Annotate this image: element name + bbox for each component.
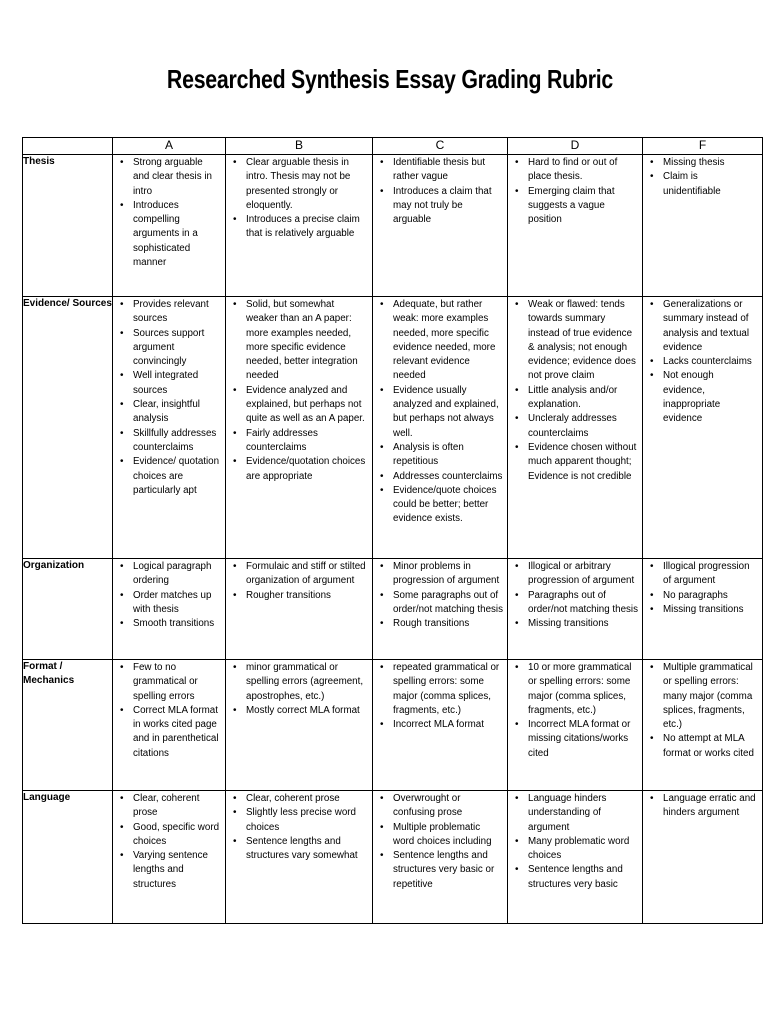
grade-header-c: C xyxy=(373,138,508,155)
criteria-item: • minor grammatical or spelling errors (agreement, apostrophes, etc.) xyxy=(246,661,368,704)
criteria-item: • Rough transitions xyxy=(393,617,503,631)
criteria-list xyxy=(508,155,642,227)
criteria-item: • Skillfully addresses counterclaims xyxy=(133,427,221,456)
rubric-row-language xyxy=(23,791,763,924)
criteria-item: • Missing thesis xyxy=(663,156,758,170)
criteria-list xyxy=(643,791,762,821)
criteria-item: • Well integrated sources xyxy=(133,369,221,398)
row-label-format: Format / Mechanics xyxy=(23,660,113,791)
criteria-item: • Sources support argument convincingly xyxy=(133,327,221,370)
criteria-item: • Missing transitions xyxy=(528,617,638,631)
cell-language-c xyxy=(373,791,508,924)
criteria-list xyxy=(643,155,762,199)
criteria-item: • Clear, coherent prose xyxy=(133,792,221,821)
criteria-item: • Addresses counterclaims xyxy=(393,470,503,484)
criteria-item: • Multiple grammatical or spelling errors: many major (comma splices, fragments, etc.) xyxy=(663,661,758,732)
header-row xyxy=(23,138,763,155)
page-title: Researched Synthesis Essay Grading Rubric xyxy=(166,64,614,94)
criteria-item: • repeated grammatical or spelling errors: some major (comma splices, fragments, etc.) xyxy=(393,661,503,718)
cell-thesis-b xyxy=(226,155,373,297)
cell-thesis-a xyxy=(113,155,226,297)
criteria-item: • No attempt at MLA format or works cited xyxy=(663,732,758,761)
cell-evidence-c xyxy=(373,297,508,559)
criteria-item: • Many problematic word choices xyxy=(528,835,638,864)
criteria-list xyxy=(508,660,642,761)
criteria-item: • Paragraphs out of order/not matching thesis xyxy=(528,589,638,618)
cell-thesis-c xyxy=(373,155,508,297)
criteria-item: • Evidence/quote choices could be better; better evidence exists. xyxy=(393,484,503,527)
grade-header-d: D xyxy=(508,138,643,155)
criteria-item: • Illogical or arbitrary progression of argument xyxy=(528,560,638,589)
criteria-list xyxy=(643,660,762,761)
cell-organization-b xyxy=(226,559,373,660)
criteria-item: • Lacks counterclaims xyxy=(663,355,758,369)
grade-header-b: B xyxy=(226,138,373,155)
rubric-row-thesis xyxy=(23,155,763,297)
criteria-item: • Evidence analyzed and explained, but perhaps not quite as well as an A paper. xyxy=(246,384,368,427)
criteria-item: • Sentence lengths and structures vary somewhat xyxy=(246,835,368,864)
cell-language-a xyxy=(113,791,226,924)
criteria-list xyxy=(226,559,372,603)
cell-format-f xyxy=(643,660,763,791)
criteria-item: • Good, specific word choices xyxy=(133,821,221,850)
criteria-item: • Introduces compelling arguments in a sophisticated manner xyxy=(133,199,221,270)
cell-evidence-d xyxy=(508,297,643,559)
criteria-list xyxy=(373,791,507,892)
cell-format-c xyxy=(373,660,508,791)
rubric-row-evidence xyxy=(23,297,763,559)
criteria-item: • Analysis is often repetitious xyxy=(393,441,503,470)
criteria-item: • Clear, coherent prose xyxy=(246,792,368,806)
criteria-item: • Sentence lengths and structures very basic xyxy=(528,863,638,892)
criteria-item: • Varying sentence lengths and structures xyxy=(133,849,221,892)
criteria-list xyxy=(226,155,372,242)
criteria-item: • Incorrect MLA format or missing citations/works cited xyxy=(528,718,638,761)
criteria-item: • Missing transitions xyxy=(663,603,758,617)
row-label-evidence: Evidence/ Sources xyxy=(23,297,113,559)
criteria-item: • Smooth transitions xyxy=(133,617,221,631)
row-label-organization: Organization xyxy=(23,559,113,660)
grade-header-f: F xyxy=(643,138,763,155)
criteria-list xyxy=(643,559,762,617)
criteria-list xyxy=(113,791,225,892)
criteria-list xyxy=(373,559,507,631)
cell-evidence-b xyxy=(226,297,373,559)
criteria-item: • Little analysis and/or explanation. xyxy=(528,384,638,413)
criteria-list xyxy=(113,155,225,270)
criteria-item: • Weak or flawed: tends towards summary instead of true evidence & analysis; not enough evidence; evidence does not prove claim xyxy=(528,298,638,384)
criteria-item: • Identifiable thesis but rather vague xyxy=(393,156,503,185)
criteria-list xyxy=(226,791,372,863)
criteria-item: • Strong arguable and clear thesis in intro xyxy=(133,156,221,199)
criteria-item: • Overwrought or confusing prose xyxy=(393,792,503,821)
criteria-item: • Evidence chosen without much apparent thought; Evidence is not credible xyxy=(528,441,638,484)
criteria-list xyxy=(373,660,507,732)
criteria-item: • Fairly addresses counterclaims xyxy=(246,427,368,456)
criteria-item: • Not enough evidence, inappropriate evidence xyxy=(663,369,758,426)
criteria-item: • Mostly correct MLA format xyxy=(246,704,368,718)
cell-format-d xyxy=(508,660,643,791)
criteria-item: • Logical paragraph ordering xyxy=(133,560,221,589)
criteria-item: • Evidence usually analyzed and explained, but perhaps not always well. xyxy=(393,384,503,441)
criteria-item: • Sentence lengths and structures very basic or repetitive xyxy=(393,849,503,892)
cell-evidence-a xyxy=(113,297,226,559)
cell-thesis-d xyxy=(508,155,643,297)
cell-organization-c xyxy=(373,559,508,660)
criteria-list xyxy=(113,559,225,631)
criteria-item: • No paragraphs xyxy=(663,589,758,603)
cell-evidence-f xyxy=(643,297,763,559)
cell-thesis-f xyxy=(643,155,763,297)
cell-format-b xyxy=(226,660,373,791)
criteria-item: • Solid, but somewhat weaker than an A paper: more examples needed, more specific evidence needed, better integration needed xyxy=(246,298,368,384)
criteria-item: • Introduces a precise claim that is relatively arguable xyxy=(246,213,368,242)
criteria-list xyxy=(113,660,225,761)
criteria-list xyxy=(226,297,372,484)
criteria-item: • Evidence/ quotation choices are particularly apt xyxy=(133,455,221,498)
criteria-item: • Some paragraphs out of order/not matching thesis xyxy=(393,589,503,618)
criteria-list xyxy=(113,297,225,498)
row-label-thesis: Thesis xyxy=(23,155,113,297)
cell-language-d xyxy=(508,791,643,924)
criteria-item: • Introduces a claim that may not truly be arguable xyxy=(393,185,503,228)
criteria-list xyxy=(508,297,642,484)
cell-organization-d xyxy=(508,559,643,660)
cell-language-b xyxy=(226,791,373,924)
criteria-item: • Few to no grammatical or spelling errors xyxy=(133,661,221,704)
criteria-item: • Correct MLA format in works cited page and in parenthetical citations xyxy=(133,704,221,761)
criteria-item: • Order matches up with thesis xyxy=(133,589,221,618)
cell-format-a xyxy=(113,660,226,791)
cell-language-f xyxy=(643,791,763,924)
criteria-item: • Multiple problematic word choices including xyxy=(393,821,503,850)
rubric-table xyxy=(22,137,763,924)
criteria-list xyxy=(226,660,372,718)
row-label-language: Language xyxy=(23,791,113,924)
criteria-list xyxy=(373,297,507,527)
criteria-item: • Minor problems in progression of argument xyxy=(393,560,503,589)
criteria-item: • Hard to find or out of place thesis. xyxy=(528,156,638,185)
criteria-item: • Claim is unidentifiable xyxy=(663,170,758,199)
header-corner xyxy=(23,138,113,155)
criteria-item: • Slightly less precise word choices xyxy=(246,806,368,835)
criteria-list xyxy=(373,155,507,227)
criteria-item: • Clear, insightful analysis xyxy=(133,398,221,427)
criteria-list xyxy=(508,791,642,892)
criteria-item: • Rougher transitions xyxy=(246,589,368,603)
criteria-item: • Emerging claim that suggests a vague position xyxy=(528,185,638,228)
criteria-list xyxy=(508,559,642,631)
rubric-row-organization xyxy=(23,559,763,660)
rubric-row-format xyxy=(23,660,763,791)
cell-organization-a xyxy=(113,559,226,660)
criteria-list xyxy=(643,297,762,427)
criteria-item: • Clear arguable thesis in intro. Thesis may not be presented strongly or eloquently. xyxy=(246,156,368,213)
criteria-item: • Language erratic and hinders argument xyxy=(663,792,758,821)
criteria-item: • Incorrect MLA format xyxy=(393,718,503,732)
criteria-item: • Illogical progression of argument xyxy=(663,560,758,589)
criteria-item: • Evidence/quotation choices are appropriate xyxy=(246,455,368,484)
criteria-item: • Adequate, but rather weak: more examples needed, more specific evidence needed, more relevant evidence needed xyxy=(393,298,503,384)
criteria-item: • 10 or more grammatical or spelling errors: some major (comma splices, fragments, etc.) xyxy=(528,661,638,718)
criteria-item: • Uncleraly addresses counterclaims xyxy=(528,412,638,441)
criteria-item: • Language hinders understanding of argument xyxy=(528,792,638,835)
criteria-item: • Generalizations or summary instead of analysis and textual evidence xyxy=(663,298,758,355)
grade-header-a: A xyxy=(113,138,226,155)
cell-organization-f xyxy=(643,559,763,660)
criteria-item: • Provides relevant sources xyxy=(133,298,221,327)
criteria-item: • Formulaic and stiff or stilted organization of argument xyxy=(246,560,368,589)
